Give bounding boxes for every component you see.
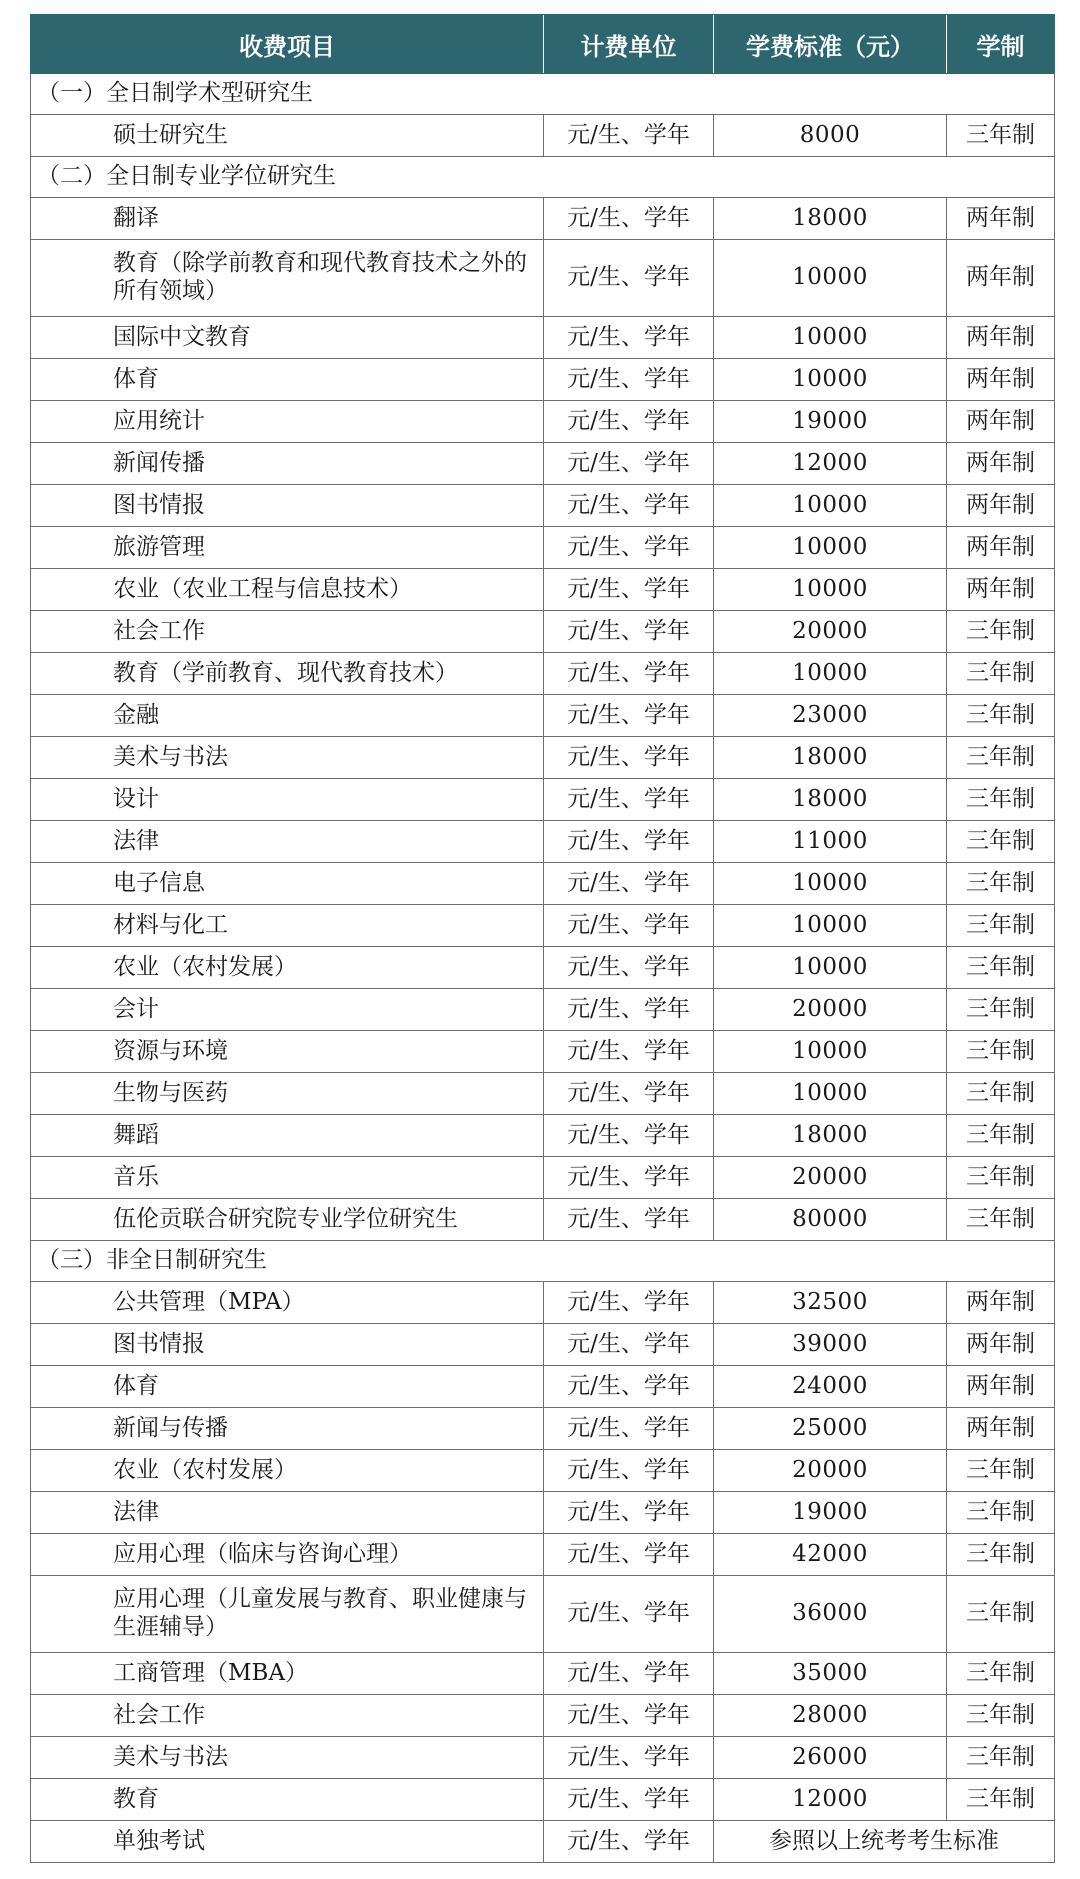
program-duration: 三年制 bbox=[947, 1031, 1055, 1073]
table-row bbox=[31, 1653, 1055, 1695]
fee-amount: 20000 bbox=[714, 1157, 947, 1199]
fee-item-name: 图书情报 bbox=[31, 1324, 544, 1366]
table-row bbox=[31, 443, 1055, 485]
billing-unit: 元/生、学年 bbox=[544, 1737, 714, 1779]
program-duration: 两年制 bbox=[947, 1366, 1055, 1408]
fee-amount: 20000 bbox=[714, 1450, 947, 1492]
fee-item-name: 农业（农村发展） bbox=[31, 947, 544, 989]
program-duration: 三年制 bbox=[947, 737, 1055, 779]
header-fee: 学费标准（元） bbox=[714, 15, 947, 74]
table-row bbox=[31, 1695, 1055, 1737]
fee-amount: 23000 bbox=[714, 695, 947, 737]
fee-amount: 10000 bbox=[714, 527, 947, 569]
table-row bbox=[31, 821, 1055, 863]
billing-unit: 元/生、学年 bbox=[544, 1031, 714, 1073]
fee-amount: 10000 bbox=[714, 653, 947, 695]
program-duration: 三年制 bbox=[947, 653, 1055, 695]
table-row bbox=[31, 1779, 1055, 1821]
fee-item-name: 旅游管理 bbox=[31, 527, 544, 569]
billing-unit: 元/生、学年 bbox=[544, 401, 714, 443]
program-duration: 三年制 bbox=[947, 1492, 1055, 1534]
billing-unit: 元/生、学年 bbox=[544, 198, 714, 240]
fee-amount: 42000 bbox=[714, 1534, 947, 1576]
billing-unit: 元/生、学年 bbox=[544, 1073, 714, 1115]
fee-amount: 10000 bbox=[714, 485, 947, 527]
fee-item-name: 教育（学前教育、现代教育技术） bbox=[31, 653, 544, 695]
header-unit: 计费单位 bbox=[544, 15, 714, 74]
fee-amount: 10000 bbox=[714, 317, 947, 359]
fee-amount: 10000 bbox=[714, 569, 947, 611]
billing-unit: 元/生、学年 bbox=[544, 779, 714, 821]
fee-item-name: 国际中文教育 bbox=[31, 317, 544, 359]
program-duration: 三年制 bbox=[947, 1450, 1055, 1492]
fee-item-name: 设计 bbox=[31, 779, 544, 821]
fee-item-name: 新闻传播 bbox=[31, 443, 544, 485]
table-row bbox=[31, 695, 1055, 737]
program-duration: 三年制 bbox=[947, 1073, 1055, 1115]
fee-item-name: 法律 bbox=[31, 1492, 544, 1534]
section-header-row bbox=[31, 74, 1055, 115]
fee-item-name: 农业（农业工程与信息技术） bbox=[31, 569, 544, 611]
table-row bbox=[31, 1199, 1055, 1241]
fee-item-name: 体育 bbox=[31, 359, 544, 401]
program-duration: 三年制 bbox=[947, 611, 1055, 653]
fee-item-name: 应用心理（临床与咨询心理） bbox=[31, 1534, 544, 1576]
billing-unit: 元/生、学年 bbox=[544, 359, 714, 401]
billing-unit: 元/生、学年 bbox=[544, 695, 714, 737]
billing-unit: 元/生、学年 bbox=[544, 989, 714, 1031]
table-row bbox=[31, 737, 1055, 779]
fee-item-name: 图书情报 bbox=[31, 485, 544, 527]
billing-unit: 元/生、学年 bbox=[544, 1821, 714, 1863]
program-duration: 两年制 bbox=[947, 359, 1055, 401]
program-duration: 三年制 bbox=[947, 695, 1055, 737]
fee-item-name: 社会工作 bbox=[31, 611, 544, 653]
fee-item-name: 单独考试 bbox=[31, 1821, 544, 1863]
fee-amount: 28000 bbox=[714, 1695, 947, 1737]
fee-amount: 10000 bbox=[714, 947, 947, 989]
billing-unit: 元/生、学年 bbox=[544, 611, 714, 653]
fee-amount: 12000 bbox=[714, 1779, 947, 1821]
billing-unit: 元/生、学年 bbox=[544, 653, 714, 695]
table-row bbox=[31, 1821, 1055, 1863]
program-duration: 三年制 bbox=[947, 1115, 1055, 1157]
program-duration: 三年制 bbox=[947, 1695, 1055, 1737]
billing-unit: 元/生、学年 bbox=[544, 115, 714, 157]
fee-amount: 20000 bbox=[714, 611, 947, 653]
table-row bbox=[31, 240, 1055, 317]
program-duration: 两年制 bbox=[947, 401, 1055, 443]
fee-amount: 36000 bbox=[714, 1576, 947, 1653]
billing-unit: 元/生、学年 bbox=[544, 1779, 714, 1821]
program-duration: 两年制 bbox=[947, 1324, 1055, 1366]
table-row bbox=[31, 527, 1055, 569]
table-row bbox=[31, 1492, 1055, 1534]
section-title: （三）非全日制研究生 bbox=[31, 1241, 1055, 1282]
program-duration: 三年制 bbox=[947, 1779, 1055, 1821]
fee-item-name: 舞蹈 bbox=[31, 1115, 544, 1157]
billing-unit: 元/生、学年 bbox=[544, 1695, 714, 1737]
program-duration: 两年制 bbox=[947, 527, 1055, 569]
program-duration: 两年制 bbox=[947, 198, 1055, 240]
program-duration: 三年制 bbox=[947, 1576, 1055, 1653]
table-row bbox=[31, 1031, 1055, 1073]
fee-amount: 39000 bbox=[714, 1324, 947, 1366]
billing-unit: 元/生、学年 bbox=[544, 1534, 714, 1576]
fee-amount: 35000 bbox=[714, 1653, 947, 1695]
billing-unit: 元/生、学年 bbox=[544, 1157, 714, 1199]
table-row bbox=[31, 1366, 1055, 1408]
table-row bbox=[31, 1450, 1055, 1492]
billing-unit: 元/生、学年 bbox=[544, 317, 714, 359]
program-duration: 两年制 bbox=[947, 569, 1055, 611]
fee-amount: 11000 bbox=[714, 821, 947, 863]
fee-item-name: 工商管理（MBA） bbox=[31, 1653, 544, 1695]
fee-amount: 10000 bbox=[714, 1031, 947, 1073]
section-header-row bbox=[31, 1241, 1055, 1282]
program-duration: 两年制 bbox=[947, 1282, 1055, 1324]
billing-unit: 元/生、学年 bbox=[544, 1115, 714, 1157]
fee-amount: 12000 bbox=[714, 443, 947, 485]
header-duration: 学制 bbox=[947, 15, 1055, 74]
billing-unit: 元/生、学年 bbox=[544, 1199, 714, 1241]
table-row bbox=[31, 1115, 1055, 1157]
fee-table-container bbox=[30, 14, 1054, 1863]
billing-unit: 元/生、学年 bbox=[544, 863, 714, 905]
fee-item-name: 电子信息 bbox=[31, 863, 544, 905]
billing-unit: 元/生、学年 bbox=[544, 485, 714, 527]
fee-item-name: 音乐 bbox=[31, 1157, 544, 1199]
table-row bbox=[31, 1576, 1055, 1653]
table-row bbox=[31, 989, 1055, 1031]
fee-item-name: 生物与医药 bbox=[31, 1073, 544, 1115]
fee-item-name: 公共管理（MPA） bbox=[31, 1282, 544, 1324]
billing-unit: 元/生、学年 bbox=[544, 821, 714, 863]
fee-amount: 10000 bbox=[714, 863, 947, 905]
table-row bbox=[31, 1534, 1055, 1576]
table-row bbox=[31, 359, 1055, 401]
table-body bbox=[31, 74, 1055, 1863]
fee-item-name: 教育（除学前教育和现代教育技术之外的所有领域） bbox=[31, 240, 544, 317]
table-row bbox=[31, 863, 1055, 905]
program-duration: 两年制 bbox=[947, 1408, 1055, 1450]
program-duration: 三年制 bbox=[947, 1653, 1055, 1695]
table-row bbox=[31, 1408, 1055, 1450]
table-row bbox=[31, 905, 1055, 947]
fee-note: 参照以上统考考生标准 bbox=[714, 1821, 1055, 1863]
fee-item-name: 材料与化工 bbox=[31, 905, 544, 947]
fee-item-name: 法律 bbox=[31, 821, 544, 863]
program-duration: 三年制 bbox=[947, 821, 1055, 863]
fee-amount: 19000 bbox=[714, 401, 947, 443]
table-row bbox=[31, 401, 1055, 443]
fee-amount: 24000 bbox=[714, 1366, 947, 1408]
billing-unit: 元/生、学年 bbox=[544, 569, 714, 611]
fee-item-name: 教育 bbox=[31, 1779, 544, 1821]
program-duration: 三年制 bbox=[947, 905, 1055, 947]
fee-amount: 18000 bbox=[714, 737, 947, 779]
program-duration: 两年制 bbox=[947, 443, 1055, 485]
section-title: （二）全日制专业学位研究生 bbox=[31, 157, 1055, 198]
table-row bbox=[31, 1737, 1055, 1779]
billing-unit: 元/生、学年 bbox=[544, 1408, 714, 1450]
fee-item-name: 新闻与传播 bbox=[31, 1408, 544, 1450]
table-row bbox=[31, 779, 1055, 821]
billing-unit: 元/生、学年 bbox=[544, 947, 714, 989]
fee-amount: 25000 bbox=[714, 1408, 947, 1450]
table-row bbox=[31, 947, 1055, 989]
billing-unit: 元/生、学年 bbox=[544, 1492, 714, 1534]
fee-item-name: 应用统计 bbox=[31, 401, 544, 443]
program-duration: 三年制 bbox=[947, 779, 1055, 821]
program-duration: 两年制 bbox=[947, 485, 1055, 527]
table-row bbox=[31, 485, 1055, 527]
program-duration: 三年制 bbox=[947, 989, 1055, 1031]
fee-item-name: 翻译 bbox=[31, 198, 544, 240]
fee-item-name: 体育 bbox=[31, 1366, 544, 1408]
fee-item-name: 美术与书法 bbox=[31, 1737, 544, 1779]
fee-item-name: 农业（农村发展） bbox=[31, 1450, 544, 1492]
tuition-fee-table bbox=[30, 14, 1055, 1863]
header-item: 收费项目 bbox=[31, 15, 544, 74]
fee-amount: 80000 bbox=[714, 1199, 947, 1241]
table-row bbox=[31, 569, 1055, 611]
fee-amount: 18000 bbox=[714, 779, 947, 821]
header-row bbox=[31, 15, 1055, 74]
fee-item-name: 资源与环境 bbox=[31, 1031, 544, 1073]
billing-unit: 元/生、学年 bbox=[544, 1653, 714, 1695]
fee-amount: 8000 bbox=[714, 115, 947, 157]
table-row bbox=[31, 1324, 1055, 1366]
section-header-row bbox=[31, 157, 1055, 198]
billing-unit: 元/生、学年 bbox=[544, 737, 714, 779]
program-duration: 三年制 bbox=[947, 1534, 1055, 1576]
table-header bbox=[31, 15, 1055, 74]
program-duration: 三年制 bbox=[947, 863, 1055, 905]
fee-amount: 20000 bbox=[714, 989, 947, 1031]
billing-unit: 元/生、学年 bbox=[544, 905, 714, 947]
billing-unit: 元/生、学年 bbox=[544, 1324, 714, 1366]
fee-item-name: 美术与书法 bbox=[31, 737, 544, 779]
table-row bbox=[31, 198, 1055, 240]
program-duration: 三年制 bbox=[947, 115, 1055, 157]
billing-unit: 元/生、学年 bbox=[544, 1450, 714, 1492]
billing-unit: 元/生、学年 bbox=[544, 1366, 714, 1408]
fee-amount: 10000 bbox=[714, 905, 947, 947]
section-title: （一）全日制学术型研究生 bbox=[31, 74, 1055, 115]
fee-item-name: 硕士研究生 bbox=[31, 115, 544, 157]
fee-amount: 10000 bbox=[714, 1073, 947, 1115]
fee-amount: 18000 bbox=[714, 198, 947, 240]
program-duration: 两年制 bbox=[947, 317, 1055, 359]
billing-unit: 元/生、学年 bbox=[544, 527, 714, 569]
fee-amount: 19000 bbox=[714, 1492, 947, 1534]
program-duration: 三年制 bbox=[947, 1737, 1055, 1779]
table-row bbox=[31, 1282, 1055, 1324]
program-duration: 两年制 bbox=[947, 240, 1055, 317]
fee-item-name: 伍伦贡联合研究院专业学位研究生 bbox=[31, 1199, 544, 1241]
fee-item-name: 会计 bbox=[31, 989, 544, 1031]
fee-amount: 26000 bbox=[714, 1737, 947, 1779]
fee-amount: 32500 bbox=[714, 1282, 947, 1324]
fee-amount: 18000 bbox=[714, 1115, 947, 1157]
table-row bbox=[31, 611, 1055, 653]
table-row bbox=[31, 653, 1055, 695]
fee-item-name: 应用心理（儿童发展与教育、职业健康与生涯辅导） bbox=[31, 1576, 544, 1653]
fee-item-name: 社会工作 bbox=[31, 1695, 544, 1737]
fee-amount: 10000 bbox=[714, 240, 947, 317]
fee-amount: 10000 bbox=[714, 359, 947, 401]
table-row bbox=[31, 317, 1055, 359]
billing-unit: 元/生、学年 bbox=[544, 240, 714, 317]
billing-unit: 元/生、学年 bbox=[544, 1282, 714, 1324]
fee-item-name: 金融 bbox=[31, 695, 544, 737]
table-row bbox=[31, 115, 1055, 157]
table-row bbox=[31, 1157, 1055, 1199]
program-duration: 三年制 bbox=[947, 947, 1055, 989]
program-duration: 三年制 bbox=[947, 1157, 1055, 1199]
billing-unit: 元/生、学年 bbox=[544, 443, 714, 485]
billing-unit: 元/生、学年 bbox=[544, 1576, 714, 1653]
program-duration: 三年制 bbox=[947, 1199, 1055, 1241]
table-row bbox=[31, 1073, 1055, 1115]
